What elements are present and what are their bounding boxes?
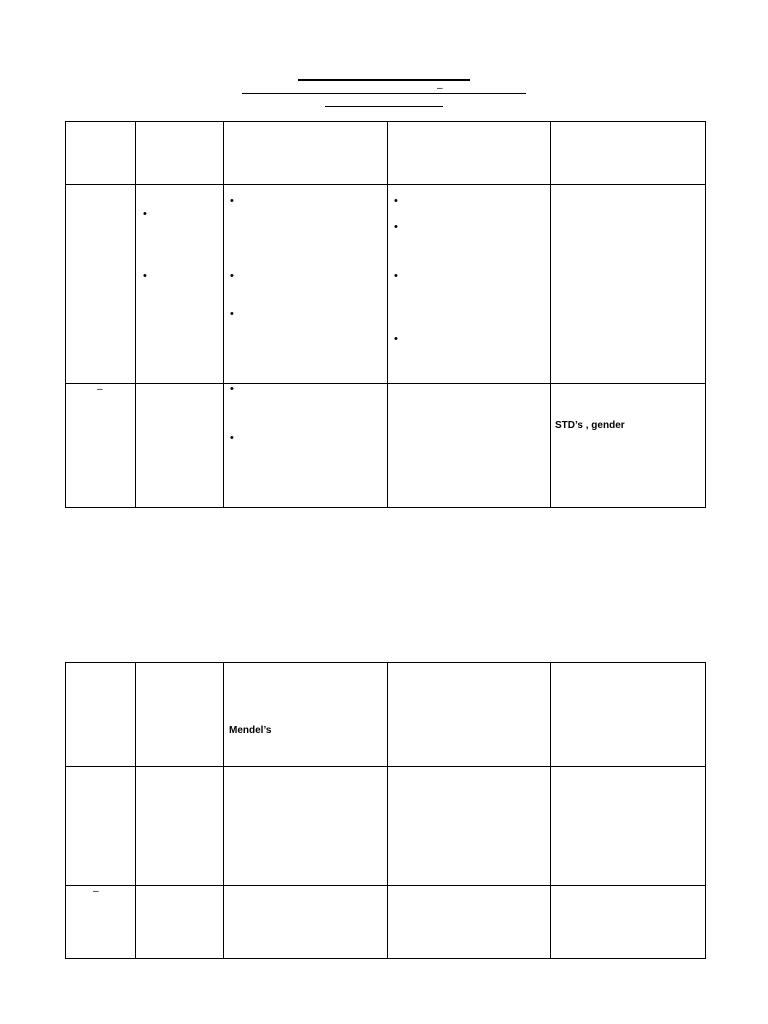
- table-2-col-divider: [550, 663, 551, 958]
- table-1-col-divider: [550, 122, 551, 507]
- table-2-row-divider: [66, 766, 705, 767]
- bullet: •: [230, 432, 234, 444]
- table-1-col-divider: [387, 122, 388, 507]
- bullet: •: [394, 195, 398, 207]
- table-2-col-divider: [223, 663, 224, 958]
- cell-text: Mendel’s: [229, 725, 272, 736]
- bullet: •: [143, 270, 147, 282]
- title-mark: –: [437, 83, 443, 94]
- title-underline-3: [325, 106, 443, 107]
- table-1-row-divider: [66, 383, 705, 384]
- bullet: •: [230, 383, 234, 395]
- title-underline-1: [298, 79, 470, 81]
- table-2: [65, 662, 706, 959]
- bullet: •: [230, 308, 234, 320]
- cell-text: STD’s , gender: [555, 420, 625, 431]
- bullet: •: [394, 333, 398, 345]
- bullet: •: [230, 270, 234, 282]
- row-mark: –: [97, 384, 103, 395]
- row-mark: –: [93, 886, 99, 897]
- table-2-col-divider: [387, 663, 388, 958]
- table-2-col-divider: [135, 663, 136, 958]
- table-1-row-divider: [66, 184, 705, 185]
- bullet: •: [394, 221, 398, 233]
- table-2-row-divider: [66, 885, 705, 886]
- bullet: •: [230, 195, 234, 207]
- bullet: •: [394, 270, 398, 282]
- table-1-col-divider: [135, 122, 136, 507]
- title-underline-2: [242, 93, 526, 94]
- table-1-col-divider: [223, 122, 224, 507]
- bullet: •: [143, 208, 147, 220]
- table-1: [65, 121, 706, 508]
